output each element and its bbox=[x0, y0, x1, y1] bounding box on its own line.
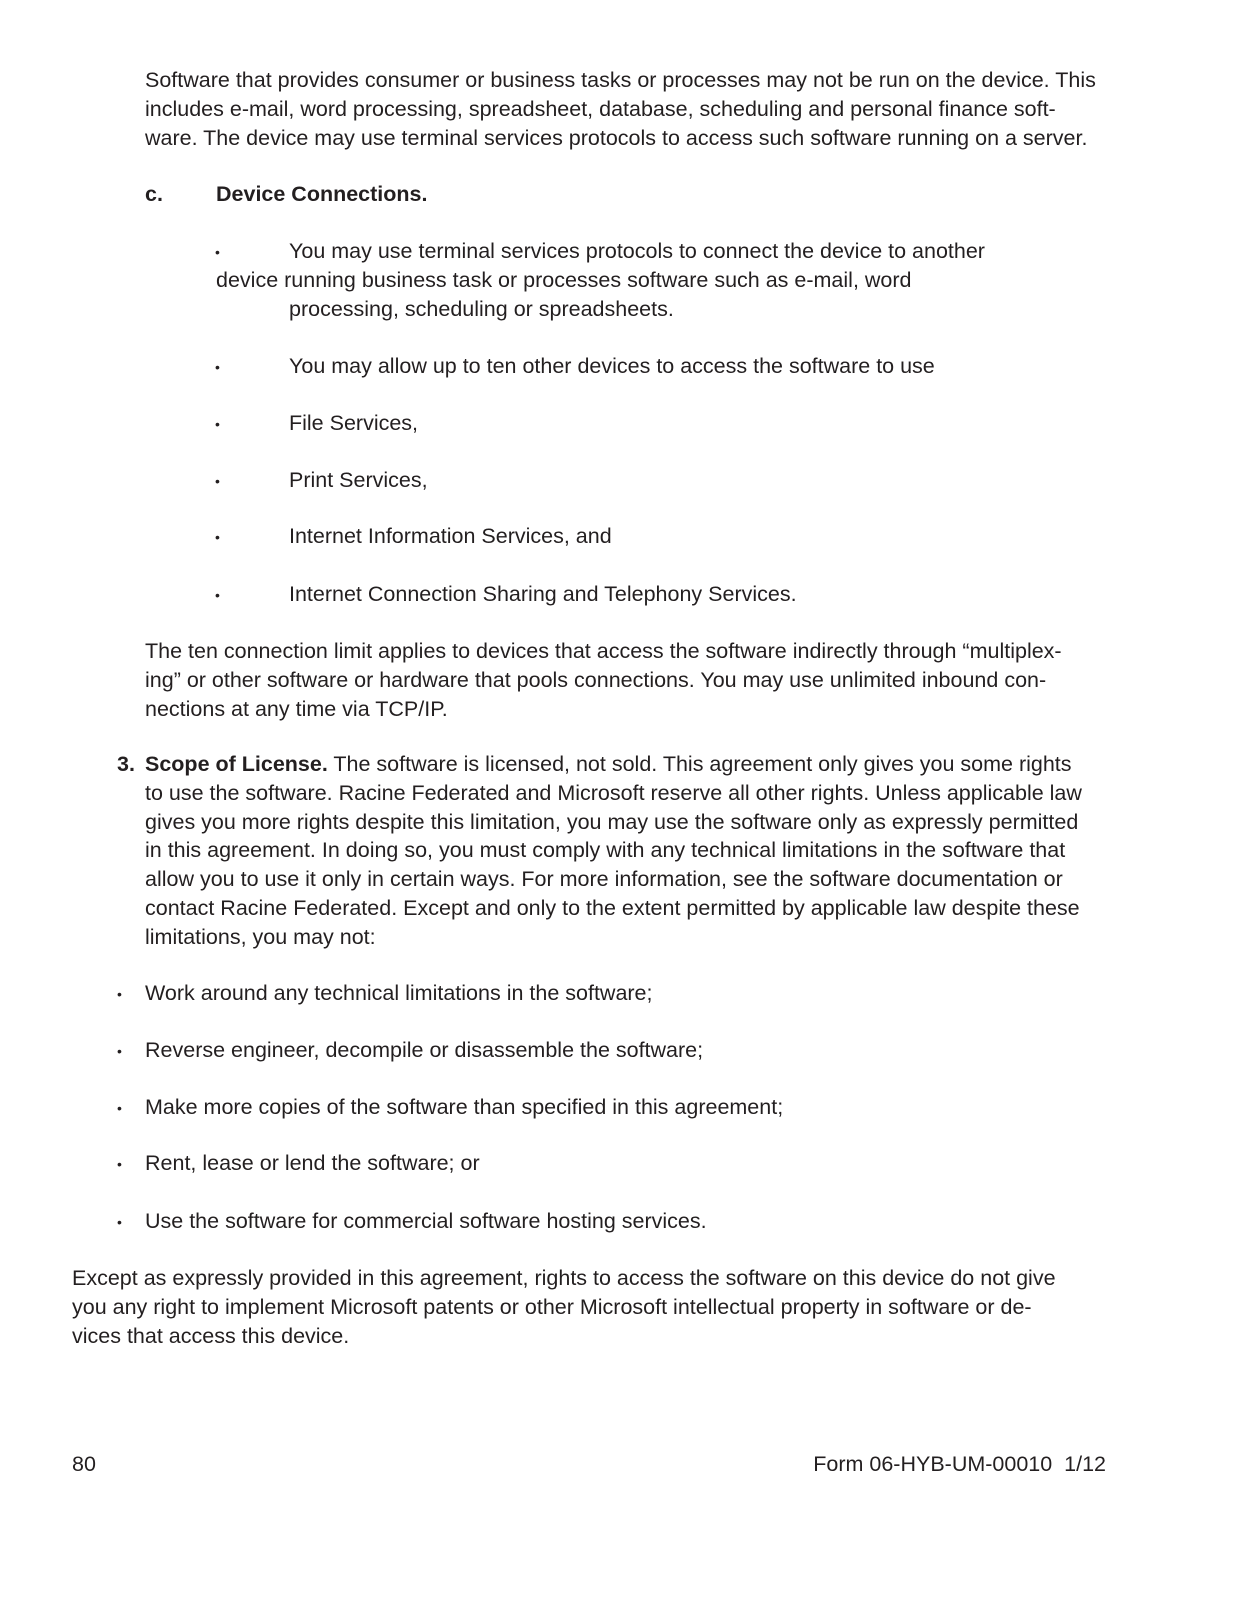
bullet-dot: • bbox=[117, 1100, 122, 1116]
section-3-first-line-text: The software is licensed, not sold. This agreement only gives you some rights bbox=[327, 752, 1072, 776]
section-3-number: 3. bbox=[117, 752, 135, 776]
restriction-bullet: Make more copies of the software than specified in this agreement; bbox=[145, 1095, 784, 1119]
page-number: 80 bbox=[72, 1452, 96, 1476]
restriction-bullet: Use the software for commercial software hosting services. bbox=[145, 1209, 707, 1233]
section-3-line: contact Racine Federated. Except and only to the extent permitted by applicable law despite these bbox=[145, 895, 1080, 920]
section-c-heading: Device Connections. bbox=[216, 182, 428, 206]
section-c-bullet: Internet Information Services, and bbox=[289, 524, 612, 548]
bullet-dot: • bbox=[117, 1156, 122, 1172]
restriction-bullet: Rent, lease or lend the software; or bbox=[145, 1151, 480, 1175]
bullet-dot: • bbox=[117, 986, 122, 1002]
connection-limit-paragraph bbox=[145, 637, 1130, 723]
closing-line: you any right to implement Microsoft patents or other Microsoft intellectual property in software or de- bbox=[72, 1294, 1032, 1319]
section-c-bullet1-line2: device running business task or processes software such as e-mail, word bbox=[216, 268, 912, 292]
intro-line: Software that provides consumer or business tasks or processes may not be run on the device. This bbox=[145, 68, 1096, 92]
section-c-bullet: Print Services, bbox=[289, 468, 428, 492]
bullet-dot: • bbox=[215, 473, 220, 489]
section-c-bullet: You may allow up to ten other devices to access the software to use bbox=[289, 354, 935, 378]
section-c-bullet1-line1: You may use terminal services protocols to connect the device to another bbox=[289, 239, 985, 263]
closing-line: Except as expressly provided in this agreement, rights to access the software on this device do not give bbox=[72, 1266, 1056, 1290]
section-3-line: gives you more rights despite this limitation, you may use the software only as expressly permitted bbox=[145, 809, 1079, 834]
section-c-letter: c. bbox=[145, 182, 163, 206]
section-3-line: in this agreement. In doing so, you must comply with any technical limitations in the software that bbox=[145, 838, 1066, 863]
section-3-heading: Scope of License. bbox=[145, 752, 328, 776]
bullet-dot: • bbox=[117, 1214, 122, 1230]
bullet-dot: • bbox=[117, 1043, 122, 1059]
intro-line: includes e-mail, word processing, spreadsheet, database, scheduling and personal finance soft- bbox=[145, 96, 1056, 121]
section-c-bullet: File Services, bbox=[289, 411, 419, 435]
section-3-line: to use the software. Racine Federated and Microsoft reserve all other rights. Unless applicable law bbox=[145, 780, 1082, 805]
limit-line: The ten connection limit applies to devices that access the software indirectly through “multiplex- bbox=[145, 639, 1062, 663]
section-3-line: limitations, you may not: bbox=[145, 924, 376, 949]
bullet-dot: • bbox=[215, 244, 220, 260]
limit-line: nections at any time via TCP/IP. bbox=[145, 696, 448, 721]
intro-line: ware. The device may use terminal services protocols to access such software running on a server. bbox=[145, 125, 1088, 150]
bullet-dot: • bbox=[215, 359, 220, 375]
section-c-bullet1-line3: processing, scheduling or spreadsheets. bbox=[289, 297, 674, 321]
section-3-first-line bbox=[145, 750, 1130, 779]
intro-paragraph bbox=[145, 66, 1130, 152]
restriction-bullet: Work around any technical limitations in the software; bbox=[145, 981, 653, 1005]
form-id: Form 06-HYB-UM-00010 1/12 bbox=[813, 1452, 1106, 1476]
section-3-line: allow you to use it only in certain ways. For more information, see the software documentation or bbox=[145, 867, 1063, 892]
section-3-paragraph bbox=[145, 750, 1130, 952]
section-c-bullet: Internet Connection Sharing and Telephony Services. bbox=[289, 582, 797, 606]
closing-paragraph bbox=[72, 1264, 1132, 1350]
bullet-dot: • bbox=[215, 529, 220, 545]
bullet-dot: • bbox=[215, 587, 220, 603]
restriction-bullet: Reverse engineer, decompile or disassemble the software; bbox=[145, 1038, 704, 1062]
limit-line: ing” or other software or hardware that pools connections. You may use unlimited inbound con- bbox=[145, 667, 1047, 692]
bullet-dot: • bbox=[215, 416, 220, 432]
closing-line: vices that access this device. bbox=[72, 1323, 350, 1348]
